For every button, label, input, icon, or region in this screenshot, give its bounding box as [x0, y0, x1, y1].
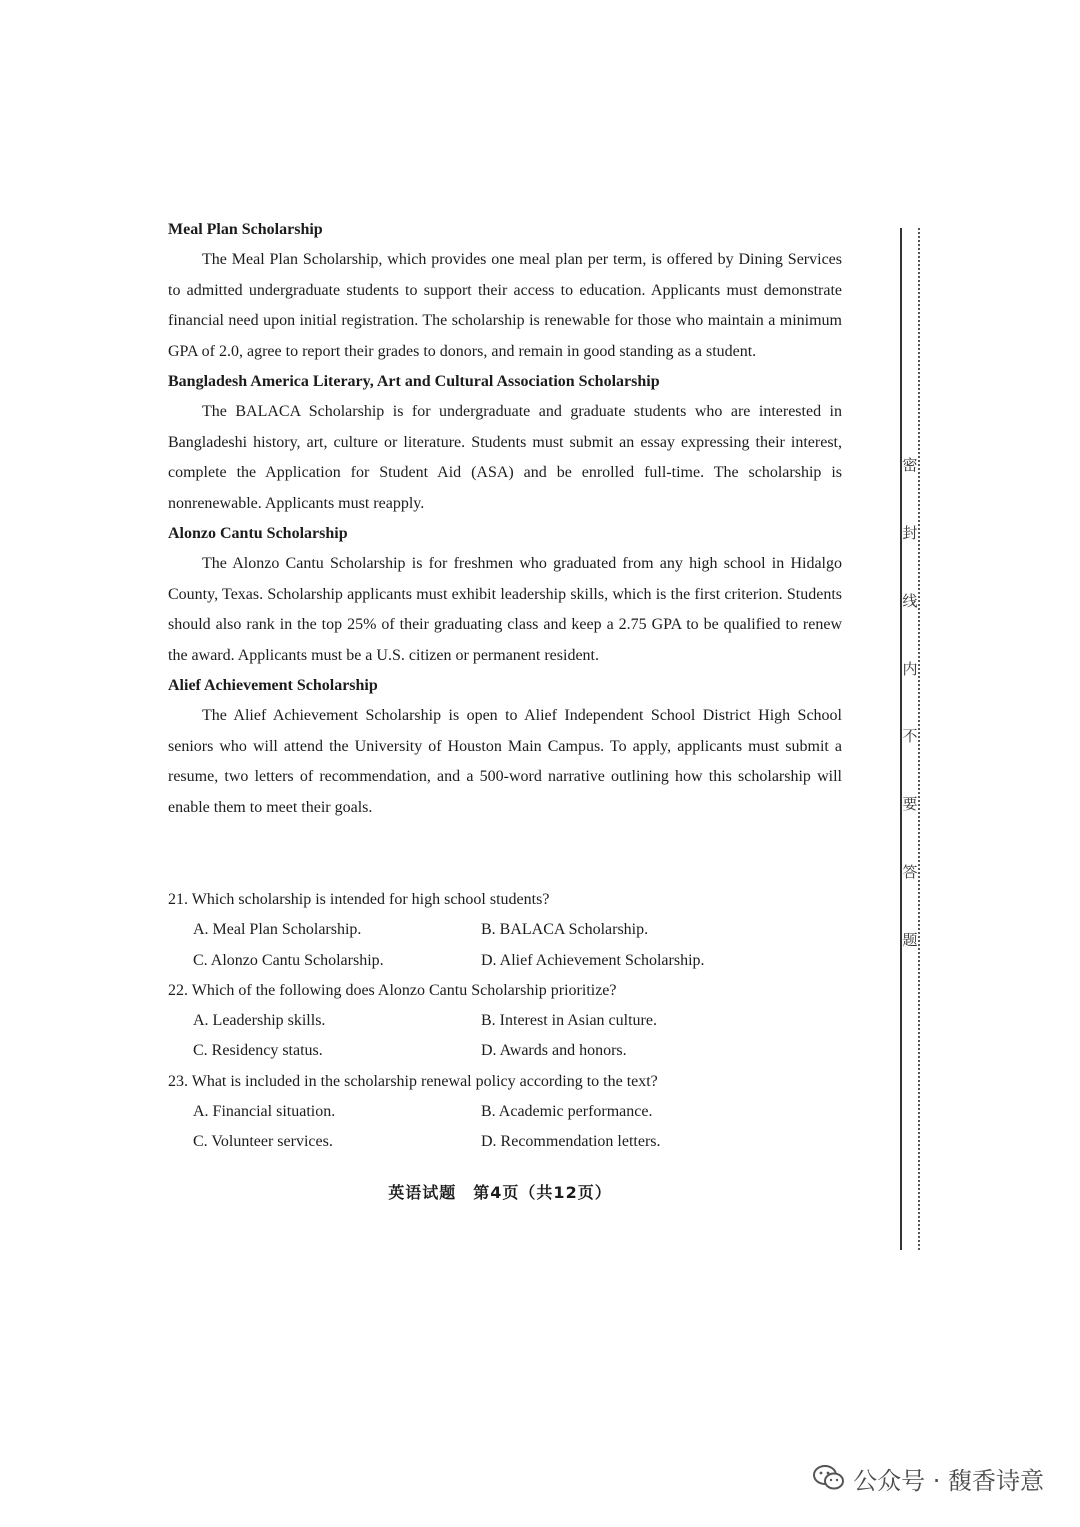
- option-a: A. Leadership skills.: [193, 1012, 326, 1030]
- option-b: B. Interest in Asian culture.: [481, 1012, 657, 1030]
- option-d: D. Recommendation letters.: [481, 1133, 661, 1151]
- option-c: C. Alonzo Cantu Scholarship.: [193, 951, 384, 969]
- seal-char: 不: [902, 723, 917, 748]
- seal-char: 封: [902, 520, 917, 545]
- option-row: [168, 915, 848, 945]
- section-body-meal-plan: The Meal Plan Scholarship, which provides one meal plan per term, is offered by Dining Services to admitted undergraduate students to support their access to education. Applicants must demonstrate financial need upon initial registration. The scholarship is renewable for those who maintain a minimum GPA of 2.0, agree to report their grades to donors, and remain in good standing as a student.: [168, 251, 842, 360]
- section-body-alonzo-cantu: The Alonzo Cantu Scholarship is for freshmen who graduated from any high school in Hidalgo County, Texas. Scholarship applicants must exhibit leadership skills, which is the first criterion. Students should also rank in the top 25% of their graduating class and keep a 2.75 GPA to be qualified to renew the award. Applicants must be a U.S. citizen or permanent resident.: [168, 555, 842, 664]
- option-row: [168, 1097, 848, 1127]
- option-d: D. Awards and honors.: [481, 1042, 627, 1060]
- option-row: [168, 946, 848, 976]
- question-22: [168, 976, 848, 1067]
- seal-char: 内: [902, 656, 917, 681]
- section-heading-alief: Alief Achievement Scholarship: [168, 677, 378, 694]
- seal-char: 密: [902, 452, 917, 477]
- option-a: A. Financial situation.: [193, 1103, 336, 1121]
- section-body-balaca: The BALACA Scholarship is for undergraduate and graduate students who are interested in Bangladeshi history, art, culture or literature. Students must submit an essay expressing their interest, complete the Application for Student Aid (ASA) and be enrolled full-time. The scholarship is nonrenewable. Applicants must reapply.: [168, 403, 842, 512]
- section-heading-meal-plan: Meal Plan Scholarship: [168, 221, 323, 238]
- option-d: D. Alief Achievement Scholarship.: [481, 951, 705, 969]
- seal-char: 题: [902, 927, 917, 952]
- page-footer: 英语试题 第4页（共12页）: [388, 1183, 612, 1202]
- question-list: [168, 885, 848, 1158]
- option-a: A. Meal Plan Scholarship.: [193, 921, 362, 939]
- option-b: B. Academic performance.: [481, 1103, 653, 1121]
- wechat-icon: [813, 1464, 845, 1492]
- question-21: [168, 885, 848, 976]
- section-heading-balaca: Bangladesh America Literary, Art and Cultural Association Scholarship: [168, 373, 660, 390]
- seal-line-notice: [896, 452, 924, 952]
- question-23: [168, 1067, 848, 1158]
- question-stem: 23. What is included in the scholarship renewal policy according to the text?: [168, 1072, 658, 1090]
- option-row: [168, 1127, 848, 1157]
- seal-char: 线: [902, 588, 917, 613]
- watermark: [813, 1458, 1044, 1498]
- question-stem: 22. Which of the following does Alonzo Cantu Scholarship prioritize?: [168, 981, 617, 999]
- seal-char: 要: [902, 791, 917, 816]
- option-row: [168, 1006, 848, 1036]
- option-row: [168, 1036, 848, 1066]
- section-body-alief: The Alief Achievement Scholarship is open to Alief Independent School District High School seniors who will attend the University of Houston Main Campus. To apply, applicants must submit a resume, two letters of recommendation, and a 500-word narrative outlining how this scholarship will enable them to meet their goals.: [168, 707, 842, 816]
- option-c: C. Volunteer services.: [193, 1133, 333, 1151]
- option-c: C. Residency status.: [193, 1042, 323, 1060]
- passage: [168, 215, 842, 823]
- watermark-text: 公众号 · 馥香诗意: [853, 1466, 1044, 1495]
- question-stem: 21. Which scholarship is intended for high school students?: [168, 891, 550, 908]
- option-b: B. BALACA Scholarship.: [481, 921, 649, 939]
- seal-char: 答: [902, 859, 917, 884]
- section-heading-alonzo-cantu: Alonzo Cantu Scholarship: [168, 525, 348, 542]
